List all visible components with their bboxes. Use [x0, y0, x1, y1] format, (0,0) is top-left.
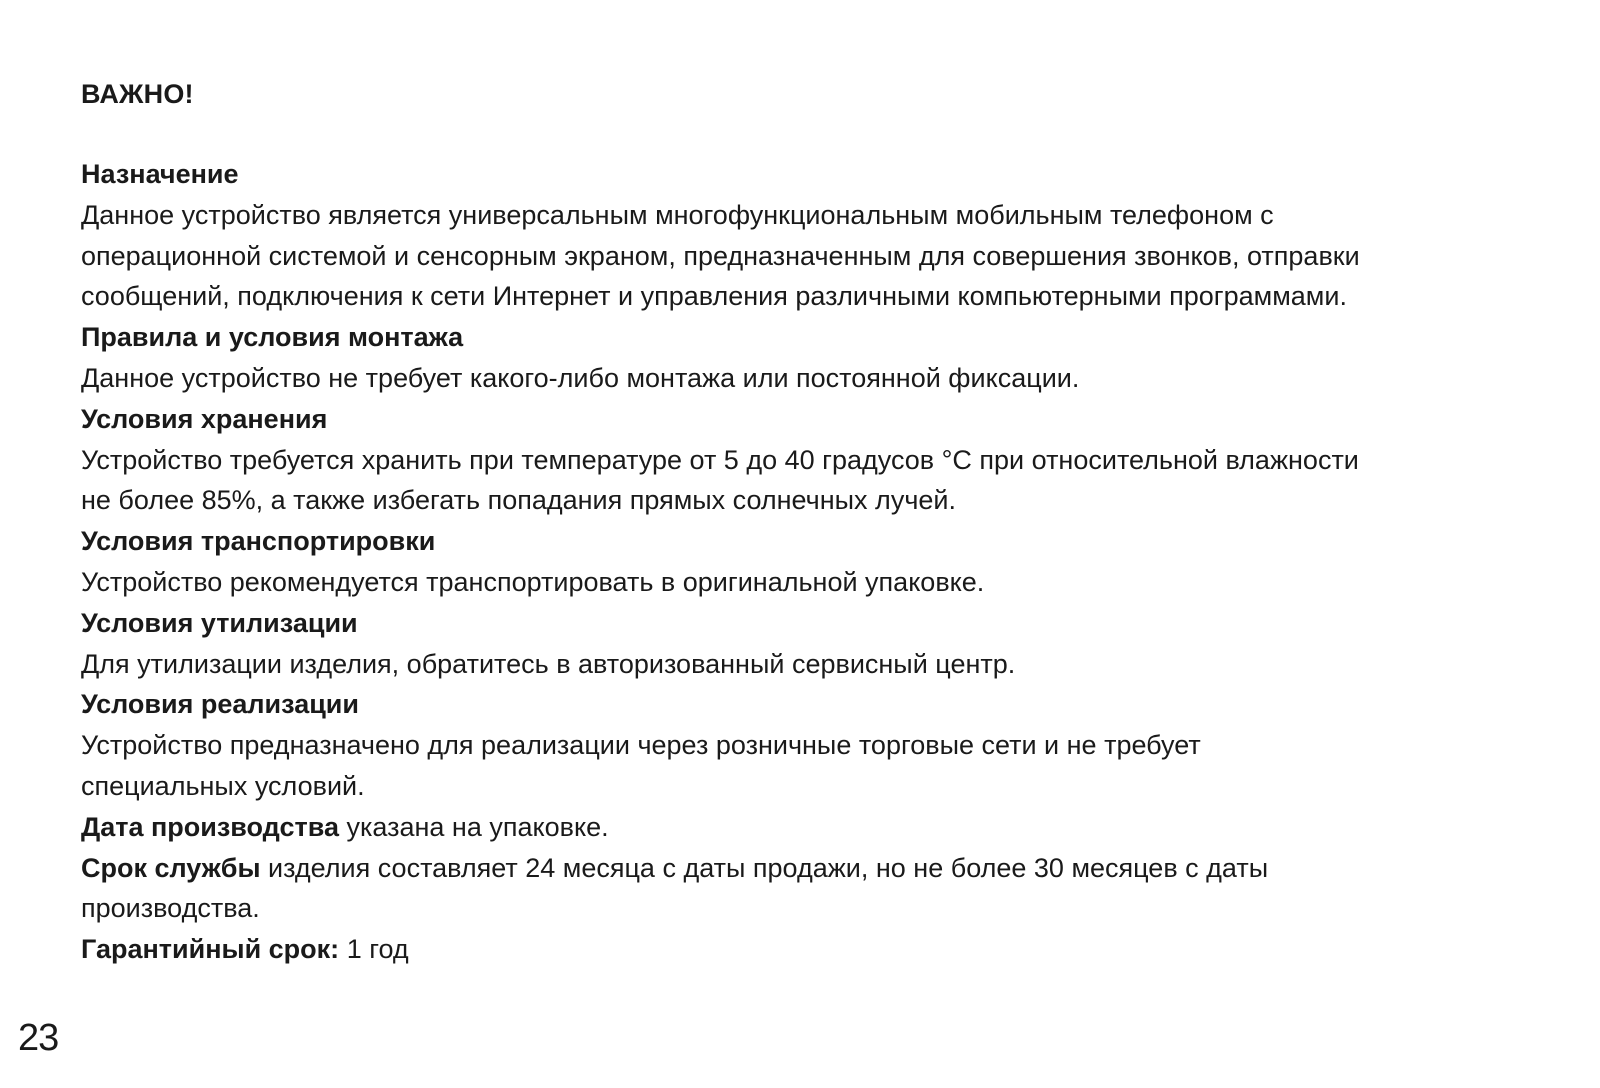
section-transport — [81, 521, 1561, 603]
section-heading: Условия утилизации — [81, 607, 358, 638]
section-disposal — [81, 603, 1561, 685]
section-body: Устройство требуется хранить при температуре от 5 до 40 градусов °C при относительной влажности не более 85%, а также избегать попадания прямых солнечных лучей. — [81, 444, 1359, 516]
page-number: 23 — [18, 1017, 59, 1059]
section-body: Данное устройство не требует какого-либо монтажа или постоянной фиксации. — [81, 362, 1080, 393]
manual-page — [81, 74, 1561, 970]
section-installation — [81, 317, 1561, 399]
service-life-line — [81, 848, 1401, 930]
section-heading: Назначение — [81, 159, 239, 189]
warranty-text: 1 год — [339, 934, 409, 965]
service-life-label: Срок службы — [81, 852, 261, 883]
section-body: Данное устройство является универсальным многофункциональным мобильным телефоном с операционной системой и сенсорным экраном, предназначенным для совершения звонков, отправки сообщений, подключения к сети Интернет и управления различными компьютерными программами. — [81, 199, 1360, 312]
section-heading: Условия реализации — [81, 689, 360, 720]
section-sales — [81, 684, 1561, 806]
production-date-line — [81, 807, 1561, 848]
section-body: Устройство рекомендуется транспортировать в оригинальной упаковке. — [81, 566, 985, 597]
section-heading: Условия хранения — [81, 403, 328, 434]
production-date-label: Дата производства — [81, 811, 339, 842]
section-heading: Правила и условия монтажа — [81, 322, 464, 353]
section-purpose — [81, 154, 1561, 317]
section-storage — [81, 399, 1561, 521]
service-life-text: изделия составляет 24 месяца с даты продажи, но не более 30 месяцев с даты производства. — [81, 852, 1269, 924]
section-heading: Условия транспортировки — [81, 526, 436, 557]
warning-title: ВАЖНО! — [81, 79, 194, 109]
warranty-label: Гарантийный срок: — [81, 934, 340, 965]
section-body: Для утилизации изделия, обратитесь в авторизованный сервисный центр. — [81, 648, 1016, 679]
production-date-text: указана на упаковке. — [338, 811, 609, 842]
warranty-line — [81, 929, 1561, 970]
section-body: Устройство предназначено для реализации через розничные торговые сети и не требует специальных условий. — [81, 730, 1201, 801]
